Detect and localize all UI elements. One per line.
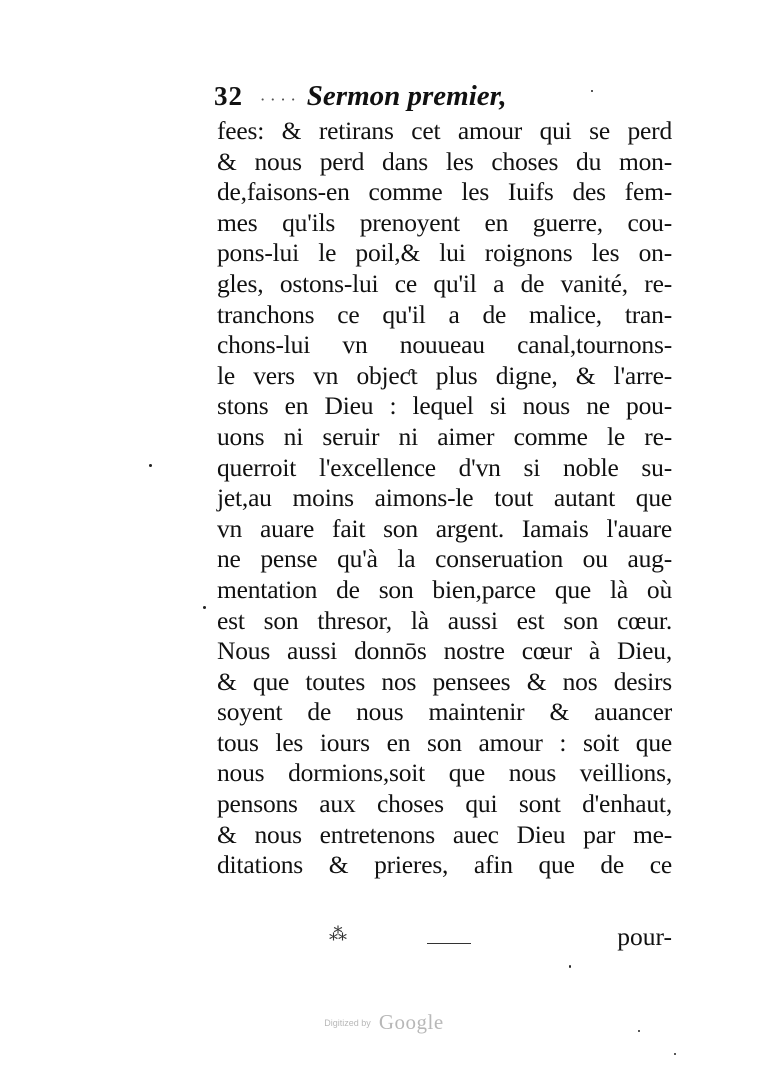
page-footer [217, 922, 672, 958]
footer-ornament-icon: ⁂ [329, 924, 347, 945]
text-line: nous dormions,soit que nous veillions, [217, 758, 672, 788]
text-line: gles, ostons-lui ce qu'il a de vanité, re- [217, 268, 672, 298]
paper-speck [638, 1030, 640, 1032]
text-line: Nous aussi donnōs nostre cœur à Dieu, [217, 636, 672, 666]
text-line: le vers vn objeƈt plus digne, & l'arre- [217, 360, 672, 390]
body-text [217, 116, 672, 881]
text-line: chons-lui vn nouueau canal,tournons- [217, 330, 672, 360]
text-line: soyent de nous maintenir & auancer [217, 697, 672, 727]
paper-speck [674, 1053, 676, 1055]
paper-speck [591, 90, 593, 92]
text-line: de,faisons-en comme les Iuifs des fem- [217, 177, 672, 207]
text-line: & que toutes nos pensees & nos desirs [217, 666, 672, 696]
text-line: ne pense qu'à la conseruation ou aug- [217, 544, 672, 574]
text-line: tous les iours en son amour : soit que [217, 727, 672, 757]
text-line: uons ni seruir ni aimer comme le re- [217, 421, 672, 451]
text-line: tranchons ce qu'il a de malice, tran- [217, 299, 672, 329]
paper-speck [203, 606, 206, 609]
text-line: stons en Dieu : lequel si nous ne pou- [217, 391, 672, 421]
text-line: & nous entretenons auec Dieu par me- [217, 819, 672, 849]
watermark-prefix: Digitized by [324, 1017, 371, 1028]
text-line: mes qu'ils prenoyent en guerre, cou- [217, 207, 672, 237]
text-line: vn auare fait son argent. Iamais l'auare [217, 513, 672, 543]
header-ornament-dots: · · · · [260, 90, 296, 109]
running-title: Sermon premier, [306, 80, 507, 112]
text-line: mentation de son bien,parce que là où [217, 574, 672, 604]
text-line: pons-lui le poil,& lui roignons les on- [217, 238, 672, 268]
text-line: & nous perd dans les choses du mon- [217, 146, 672, 176]
text-line: pensons aux choses qui sont d'enhaut, [217, 789, 672, 819]
text-line: querroit l'excellence d'vn si noble su- [217, 452, 672, 482]
google-logo: Google [378, 1010, 444, 1034]
paper-speck [149, 464, 152, 467]
text-line: ditations & prieres, afin que de ce [217, 850, 672, 880]
paper-speck [569, 965, 571, 968]
footer-rule [427, 943, 471, 944]
digitization-watermark [0, 1010, 768, 1035]
text-line: est son thresor, là aussi est son cœur. [217, 605, 672, 635]
text-line: fees: & retirans cet amour qui se perd [217, 116, 672, 145]
text-line: jet,au moins aimons-le tout autant que [217, 483, 672, 513]
catchword: pour- [617, 922, 672, 951]
page-header [214, 80, 507, 116]
page-number: 32 [214, 81, 243, 111]
